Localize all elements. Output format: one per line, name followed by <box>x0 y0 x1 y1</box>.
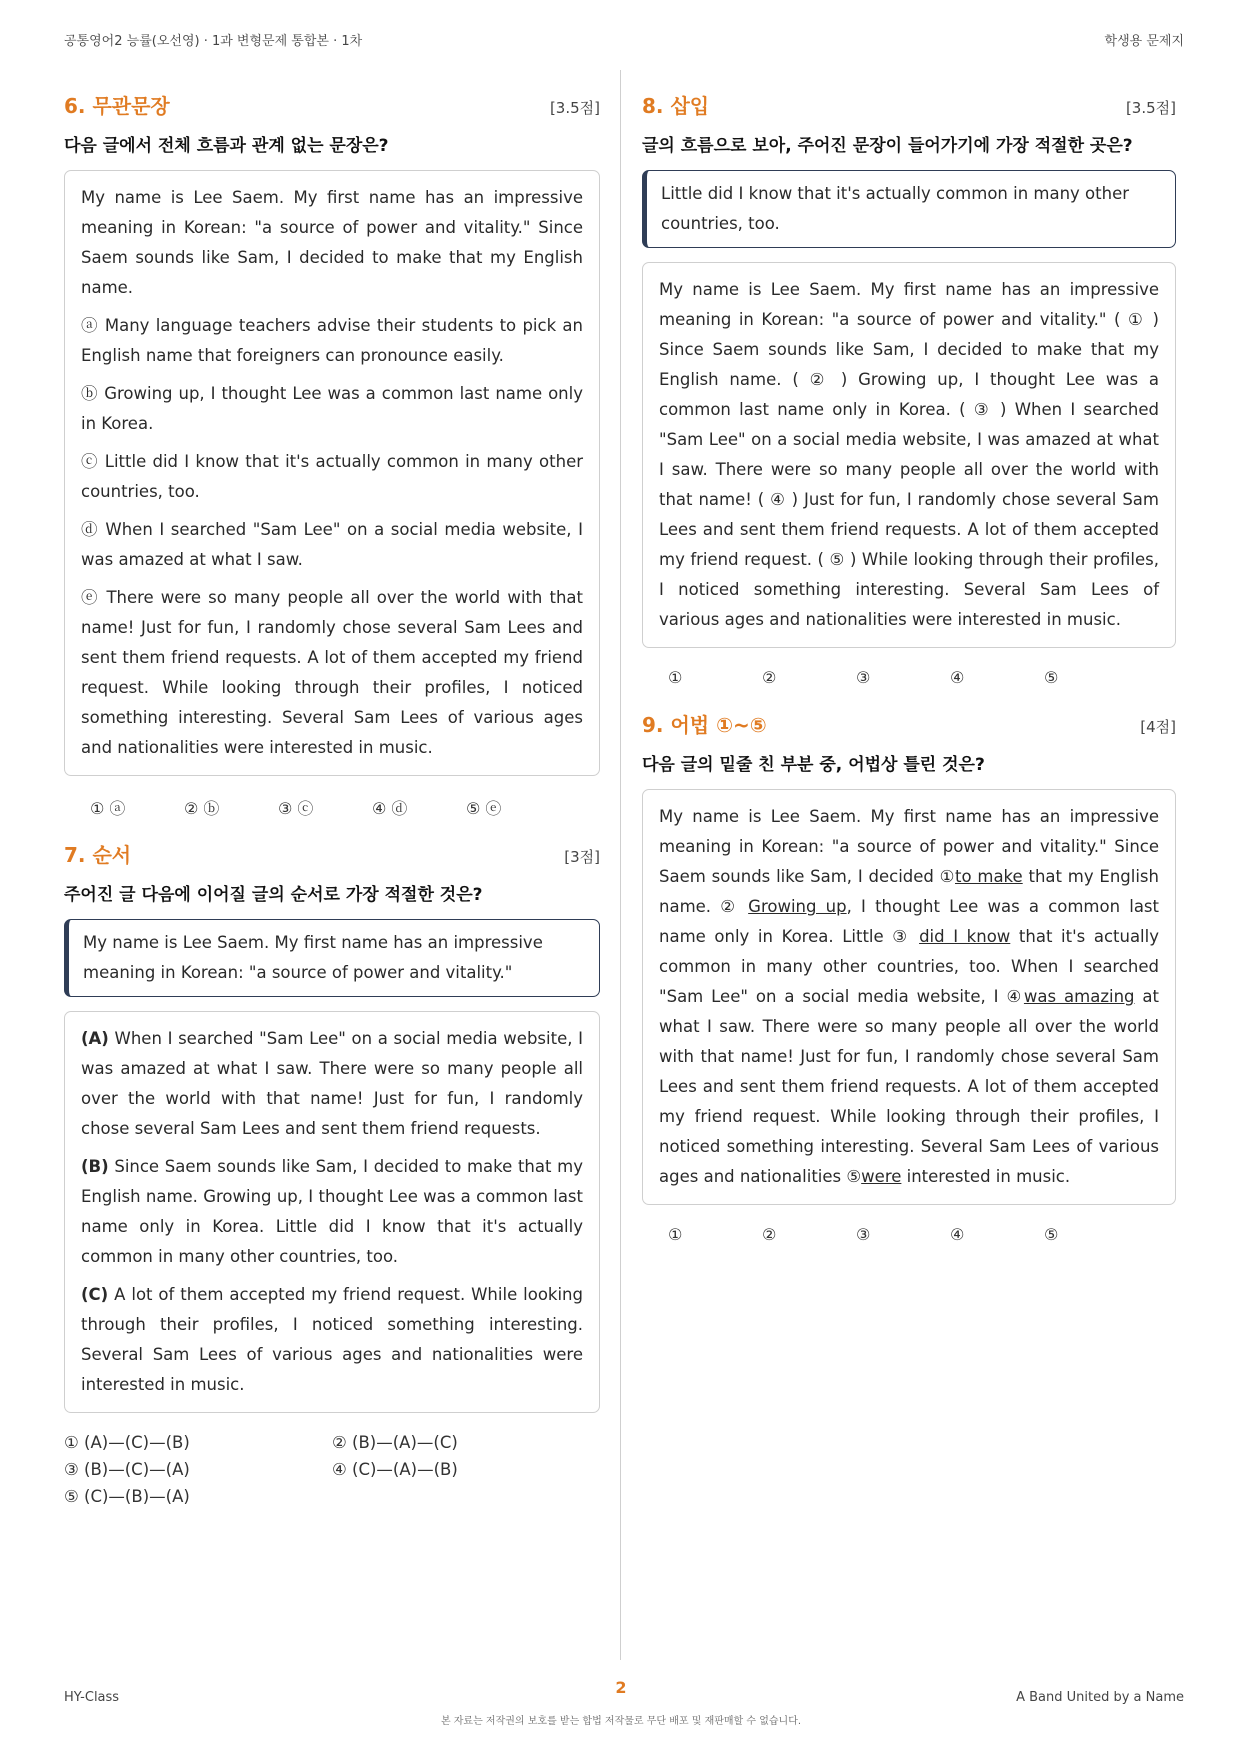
passage-paragraph: ⓑ Growing up, I thought Lee was a common last name only in Korea. <box>81 384 583 433</box>
passage-segment: at what I saw. There were so many people all over the world with that name! Just for fun, I randomly chose several Sam Lees and sent them friend requests. A lot of them accepted my friend request. While looking through their profiles, I noticed something interesting. Several Sam Lees of various ages and nationalities <box>659 987 1160 1186</box>
passage-segment: that it's actually common in many other countries, too. When I searched "Sam Lee" on a social media website, I <box>659 927 1159 1006</box>
passage-paragraph: My name is Lee Saem. My first name has an impressive meaning in Korean: "a source of power and vitality." Since Saem sounds like Sam, I decided to make that my English name. <box>81 188 583 297</box>
passage-paragraph: ⓒ Little did I know that it's actually common in many other countries, too. <box>81 452 583 501</box>
underlined-segment: to make <box>955 867 1023 886</box>
answer-choice[interactable]: ⑤ <box>1044 668 1059 687</box>
right-column <box>642 90 1176 1244</box>
question-7 <box>64 839 600 1506</box>
part-label: (C) <box>81 1285 109 1304</box>
answer-choice[interactable]: ③ ⓒ <box>278 799 314 818</box>
passage-segment: , I thought Lee was a common last name only in Korea. Little <box>659 897 1159 946</box>
question-title: 8. 삽입 <box>642 94 710 118</box>
question-title: 6. 무관문장 <box>64 94 170 118</box>
question-8 <box>642 90 1176 687</box>
passage-segment: interested in music. <box>901 1167 1071 1186</box>
answer-choice[interactable]: ② (B)—(A)—(C) <box>332 1433 458 1452</box>
passage-box <box>64 170 600 776</box>
copyright-notice: 본 자료는 저작권의 보호를 받는 합법 저작물로 무단 배포 및 재판매할 수 없습니다. <box>440 1716 802 1727</box>
answer-choices <box>64 796 600 819</box>
part-text: Since Saem sounds like Sam, I decided to make that my English name. Growing up, I thought Lee was a common last name only in Korea. Little did I know that it's actually common in many other countries, too. <box>81 1157 583 1266</box>
question-points: [3.5점] <box>1125 99 1176 117</box>
part-text: When I searched "Sam Lee" on a social media website, I was amazed at what I saw. There were so many people all over the world with that name! Just for fun, I randomly chose several Sam Lees and sent them friend requests. <box>81 1029 583 1138</box>
answer-choices <box>64 1433 600 1506</box>
left-column <box>64 90 600 1506</box>
header-right: 학생용 문제지 <box>1104 34 1184 49</box>
question-prompt: 주어진 글 다음에 이어질 글의 순서로 가장 적절한 것은? <box>64 885 483 905</box>
passage-box <box>642 789 1176 1205</box>
answer-choice[interactable]: ③ <box>856 1225 871 1244</box>
passage-paragraph: ⓐ Many language teachers advise their students to pick an English name that foreigners can pronounce easily. <box>81 316 583 365</box>
answer-choice[interactable]: ④ (C)—(A)—(B) <box>332 1460 458 1479</box>
part-label: (B) <box>81 1157 109 1176</box>
footer-left: HY-Class <box>64 1690 120 1705</box>
answer-choice[interactable]: ① <box>668 1225 683 1244</box>
passage-segment: ⑤ <box>846 1167 862 1186</box>
question-title: 9. 어법 ①~⑤ <box>642 713 767 737</box>
passage-segment: ④ <box>1006 987 1024 1006</box>
answer-choice[interactable]: ⑤ ⓔ <box>466 799 502 818</box>
passage-part-b <box>81 1152 583 1272</box>
question-points: [3점] <box>564 848 600 866</box>
given-sentence-box: My name is Lee Saem. My first name has an impressive meaning in Korean: "a source of power and vitality." <box>64 919 600 997</box>
underlined-segment: was amazing <box>1023 987 1135 1006</box>
header-left: 공통영어2 능률(오선영) · 1과 변형문제 통합본 · 1차 <box>64 34 363 49</box>
question-prompt: 글의 흐름으로 보아, 주어진 문장이 들어가기에 가장 적절한 곳은? <box>642 136 1133 156</box>
answer-choice[interactable]: ② ⓑ <box>184 799 220 818</box>
underlined-segment: did I know <box>919 927 1011 946</box>
passage-segment: ③ <box>892 927 920 946</box>
question-prompt: 다음 글의 밑줄 친 부분 중, 어법상 틀린 것은? <box>642 755 985 775</box>
passage-segment: My name is Lee Saem. My first name has an impressive meaning in Korean: "a source of power and vitality." Since Saem sounds like Sam, I decided <box>659 807 1159 886</box>
answer-choice[interactable]: ③ (B)—(C)—(A) <box>64 1460 190 1479</box>
question-6 <box>64 90 600 819</box>
answer-choice[interactable]: ⑤ <box>1044 1225 1059 1244</box>
passage-segment: ② <box>720 897 749 916</box>
answer-choice[interactable]: ② <box>762 668 777 687</box>
passage-text: My name is Lee Saem. My first name has an impressive meaning in Korean: "a source of power and vitality." ( ① ) Since Saem sounds like Sam, I decided to make that my English name. ( ② ) Growing up, I thought Lee was a common last name only in Korea. ( ③ ) When I searched "Sam Lee" on a social media website, I was amazed at what I saw. There were so many people all over the world with that name! ( ④ ) Just for fun, I randomly chose several Sam Lees and sent them friend requests. A lot of them accepted my friend request. ( ⑤ ) While looking through their profiles, I noticed something interesting. Several Sam Lees of various ages and nationalities were interested in music. <box>659 280 1159 629</box>
passage-text <box>659 802 1159 1192</box>
passage-paragraph: ⓓ When I searched "Sam Lee" on a social media website, I was amazed at what I saw. <box>81 520 583 569</box>
question-9 <box>642 709 1176 1244</box>
question-title: 7. 순서 <box>64 843 132 867</box>
question-points: [4점] <box>1140 718 1176 736</box>
answer-choice[interactable]: ② <box>762 1225 777 1244</box>
answer-choice[interactable]: ① ⓐ <box>90 799 126 818</box>
answer-choices <box>642 668 1176 687</box>
passage-segment: that my English name. <box>659 867 1159 916</box>
footer-right: A Band United by a Name <box>1016 1690 1184 1705</box>
page-number: 2 <box>615 1678 627 1697</box>
column-divider <box>620 70 621 1660</box>
question-prompt: 다음 글에서 전체 흐름과 관계 없는 문장은? <box>64 136 389 156</box>
part-text: A lot of them accepted my friend request. While looking through their profiles, I noticed something interesting. Several Sam Lees of various ages and nationalities were interested in music. <box>81 1285 583 1394</box>
answer-choice[interactable]: ④ ⓓ <box>372 799 408 818</box>
answer-choice[interactable]: ① (A)—(C)—(B) <box>64 1433 190 1452</box>
answer-choice[interactable]: ③ <box>856 668 871 687</box>
answer-choice[interactable]: ⑤ (C)—(B)—(A) <box>64 1487 190 1506</box>
answer-choice[interactable]: ④ <box>950 668 965 687</box>
passage-box <box>642 262 1176 648</box>
answer-choices <box>642 1225 1176 1244</box>
passage-paragraph: ⓔ There were so many people all over the world with that name! Just for fun, I randomly chose several Sam Lees and sent them friend requests. A lot of them accepted my friend request. While looking through their profiles, I noticed something interesting. Several Sam Lees of various ages and nationalities were interested in music. <box>81 588 583 757</box>
answer-choice[interactable]: ④ <box>950 1225 965 1244</box>
underlined-segment: were <box>861 1167 902 1186</box>
part-label: (A) <box>81 1029 109 1048</box>
given-sentence-box: Little did I know that it's actually common in many other countries, too. <box>642 170 1176 248</box>
underlined-segment: Growing up <box>748 897 847 916</box>
passage-box <box>64 1011 600 1413</box>
passage-segment: ① <box>939 867 956 886</box>
passage-part-a <box>81 1024 583 1144</box>
question-points: [3.5점] <box>549 99 600 117</box>
answer-choice[interactable]: ① <box>668 668 683 687</box>
passage-part-c <box>81 1280 583 1400</box>
